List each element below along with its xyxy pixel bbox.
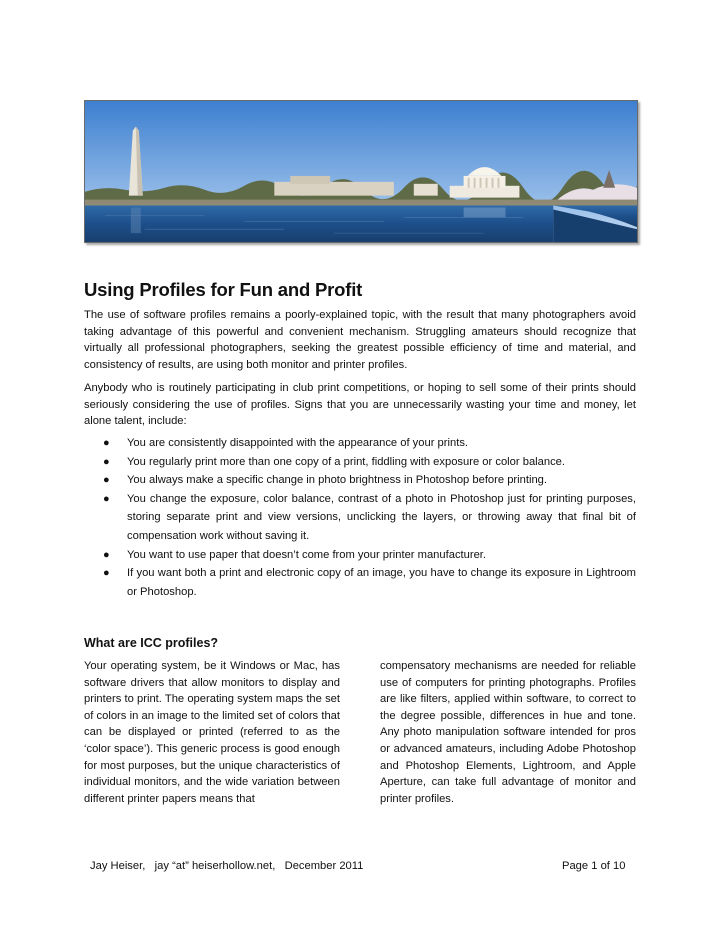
bullet-icon: ● <box>103 567 110 580</box>
footer-author: Jay Heiser, jay “at” heiserhollow.net, December 2011 <box>90 860 364 872</box>
bullet-icon: ● <box>103 437 110 449</box>
document-title: Using Profiles for Fun and Profit <box>84 279 363 300</box>
list-item: ● You are consistently disappointed with the appearance of your prints. <box>84 434 636 453</box>
intro-paragraph: The use of software profiles remains a poorly-explained topic, with the result that many photographers avoid taking advantage of this powerful and convenient mechanism. Struggling amateurs should recognize that virtually all professional photographers, seeking the greatest possible efficiency of time and material, and consistency of results, are using both monitor and printer profiles. <box>84 309 636 371</box>
signs-list <box>84 434 636 601</box>
list-item: ● You change the exposure, color balance, contrast of a photo in Photoshop just for printing purposes, storing separate print and view versions, unclicking the layers, or throwing away that final bit of compensation work without saving it. <box>84 490 636 546</box>
section-heading: What are ICC profiles? <box>84 636 219 650</box>
bullet-icon: ● <box>103 548 110 561</box>
signs-paragraph: Anybody who is routinely participating in club print competitions, or hoping to sell some of their prints should seriously considering the use of profiles. Signs that you are unnecessarily wasting your time and money, let alone talent, include: <box>84 382 636 428</box>
list-item: ● You want to use paper that doesn’t come from your printer manufacturer. <box>84 546 636 565</box>
bullet-icon: ● <box>103 492 110 505</box>
header-photo <box>84 100 638 243</box>
bullet-icon: ● <box>103 474 110 487</box>
bullet-icon: ● <box>103 455 110 468</box>
right-column-text: compensatory mechanisms are needed for reliable use of computers for printing photographs. Profiles are like filters, applied within software, to correct to the degree possible, differences in hue and tone. Any photo manipulation software intended for pros or advanced amateurs, including Adobe Photoshop and Photoshop Elements, Lightroom, and Apple Aperture, can take full advantage of monitor and printer profiles. <box>380 660 636 805</box>
left-column-text: Your operating system, be it Windows or Mac, has software drivers that allow monitors to display and printers to print. The operating system maps the set of colors in an image to the limited set of colors that can be displayed or printed (referred to as the ‘color space’). This generic process is good enough for most purposes, but the unique characteristics of individual monitors, and the wide variation between different printer papers means that <box>84 660 340 805</box>
footer-page-number: Page 1 of 10 <box>562 860 626 872</box>
washington-skyline-image <box>85 101 637 242</box>
list-item: ● You always make a specific change in photo brightness in Photoshop before printing. <box>84 471 636 490</box>
list-item: ● If you want both a print and electronic copy of an image, you have to change its exposure in Lightroom or Photoshop. <box>84 564 636 601</box>
list-item: ● You regularly print more than one copy of a print, fiddling with exposure or color balance. <box>84 453 636 472</box>
